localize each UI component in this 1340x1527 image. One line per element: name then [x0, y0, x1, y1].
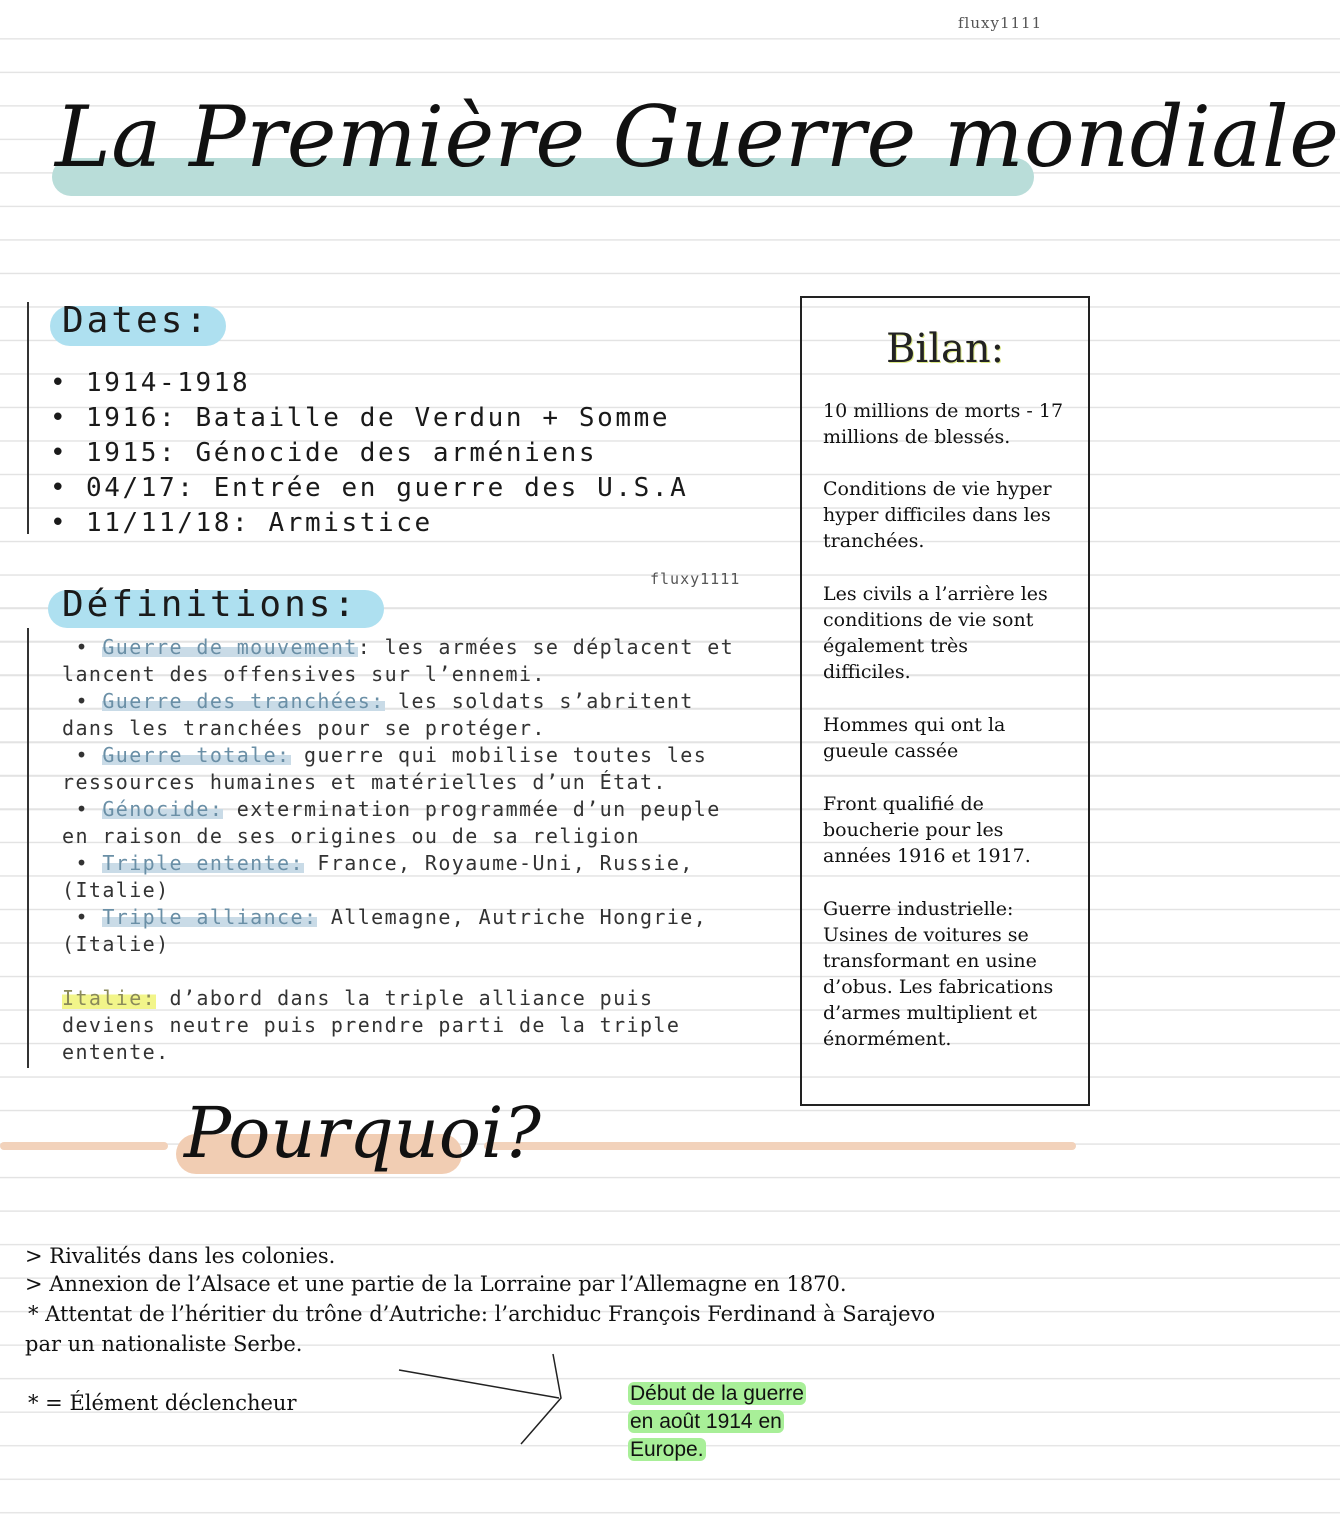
definition-term: Guerre des tranchées:	[102, 689, 385, 713]
italie-term: Italie:	[62, 986, 157, 1010]
definition-text: guerre qui mobilise toutes les ressources humaines et matérielles d’un État.	[62, 743, 708, 794]
arrow-icon	[395, 1352, 575, 1452]
war-start-note	[628, 1380, 806, 1464]
date-item: • 11/11/18: Armistice	[50, 506, 688, 541]
watermark-top: fluxy1111	[958, 14, 1043, 32]
bilan-item: Front qualifié de boucherie pour les années 1916 et 1917.	[823, 793, 1031, 867]
dates-margin-line	[27, 302, 29, 534]
italie-text: d’abord dans la triple alliance puis deviens neutre puis prendre parti de la triple entente.	[62, 986, 681, 1064]
trigger-legend: * = Élément déclencheur	[28, 1391, 297, 1415]
definition-item: • Triple entente: France, Royaume-Uni, Russie, (Italie)	[62, 851, 694, 902]
definition-item: • Génocide: extermination programmée d’un peuple en raison de ses origines ou de sa religion	[62, 797, 721, 848]
definition-item: • Triple alliance: Allemagne, Autriche Hongrie, (Italie)	[62, 905, 708, 956]
definition-term: Guerre totale:	[102, 743, 291, 767]
definition-item: • Guerre de mouvement: les armées se déplacent et lancent des offensives sur l’ennemi.	[62, 635, 735, 686]
date-item: • 1916: Bataille de Verdun + Somme	[50, 401, 688, 436]
pourquoi-divider-right	[484, 1142, 1076, 1150]
bilan-heading: Bilan:	[886, 326, 1005, 372]
date-item: • 1914-1918	[50, 366, 688, 401]
italie-note	[62, 985, 752, 1066]
pourquoi-divider-left	[0, 1142, 168, 1150]
bilan-item: Hommes qui ont la gueule cassée	[823, 714, 1006, 762]
reason-line: > Rivalités dans les colonies.	[25, 1244, 336, 1268]
dates-heading: Dates:	[62, 300, 211, 341]
definition-term: Guerre de mouvement	[102, 635, 358, 659]
definition-text: France, Royaume-Uni, Russie, (Italie)	[62, 851, 694, 902]
dates-list	[50, 366, 688, 541]
definition-item: • Guerre totale: guerre qui mobilise toutes les ressources humaines et matérielles d’un État.	[62, 743, 708, 794]
reason-line: * Attentat de l’héritier du trône d’Autriche: l’archiduc François Ferdinand à Sarajevo	[28, 1302, 936, 1326]
definition-item: • Guerre des tranchées: les soldats s’abritent dans les tranchées pour se protéger.	[62, 689, 694, 740]
war-start-line: en août 1914 en	[630, 1410, 782, 1433]
date-item: • 04/17: Entrée en guerre des U.S.A	[50, 471, 688, 506]
definition-text: les soldats s’abritent dans les tranchées pour se protéger.	[62, 689, 694, 740]
date-item: • 1915: Génocide des arméniens	[50, 436, 688, 471]
definition-text: Allemagne, Autriche Hongrie, (Italie)	[62, 905, 708, 956]
reason-line: par un nationaliste Serbe.	[25, 1332, 303, 1356]
page-title: La Première Guerre mondiale	[55, 88, 1340, 186]
war-start-line: Europe.	[630, 1438, 704, 1461]
definition-text: extermination programmée d’un peuple en raison de ses origines ou de sa religion	[62, 797, 721, 848]
definition-text: les armées se déplacent et lancent des offensives sur l’ennemi.	[62, 635, 735, 686]
definition-term: Triple entente:	[102, 851, 304, 875]
watermark-mid: fluxy1111	[650, 570, 741, 588]
definitions-heading: Définitions:	[62, 584, 359, 625]
war-start-line: Début de la guerre	[630, 1382, 804, 1405]
definitions-margin-line	[27, 628, 29, 1068]
reason-line: > Annexion de l’Alsace et une partie de la Lorraine par l’Allemagne en 1870.	[25, 1272, 847, 1296]
definition-term: Triple alliance:	[102, 905, 318, 929]
pourquoi-heading: Pourquoi?	[184, 1092, 541, 1174]
bilan-item: Guerre industrielle: Usines de voitures se transformant en usine d’obus. Les fabrications d’armes multiplient et énormément.	[823, 898, 1054, 1050]
bilan-item: Conditions de vie hyper hyper difficiles dans les tranchées.	[823, 478, 1052, 552]
bilan-item: 10 millions de morts - 17 millions de blessés.	[823, 400, 1064, 448]
definition-term: Génocide:	[102, 797, 224, 821]
bilan-item: Les civils a l’arrière les conditions de vie sont également très difficiles.	[823, 583, 1048, 683]
definitions-list	[62, 634, 752, 1066]
